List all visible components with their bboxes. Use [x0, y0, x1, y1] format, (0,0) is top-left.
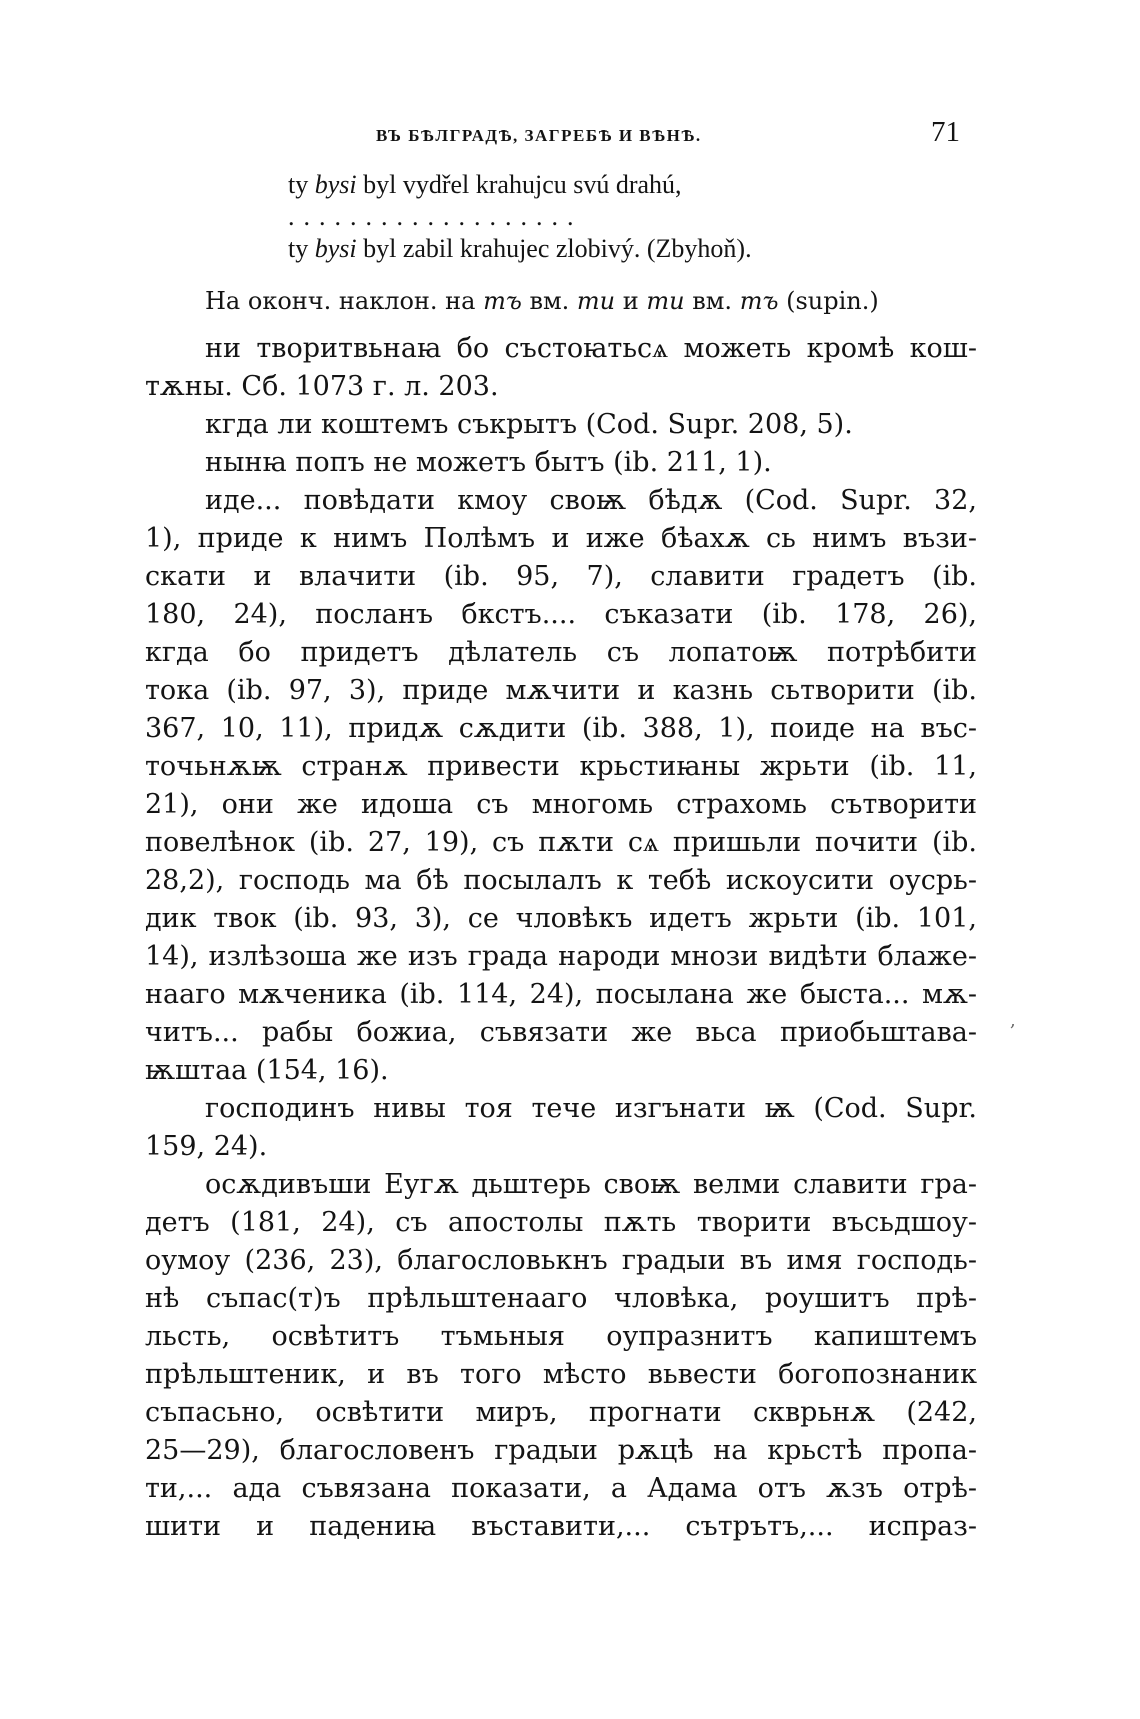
page-header — [200, 118, 960, 158]
infinitive-note: На оконч. наклон. на тъ вм. ти и ти вм. тъ (supin.) — [205, 287, 879, 315]
main-text — [145, 330, 977, 1546]
text-line: 21), они же идоша съ многомь страхомь сътворити — [145, 789, 977, 820]
text-line: 159, 24). — [145, 1131, 268, 1162]
text-line: 25—29), благословенъ градыи рѫцѣ на крьстѣ пропа- — [145, 1435, 977, 1466]
text-line: иде... повѣдати кмоу своѭ бѣдѫ (Cod. Supr. 32, — [205, 485, 977, 516]
text-line: повелѣнок (ib. 27, 19), съ пѫти сѧ пришьли почити (ib. — [145, 827, 977, 858]
text-line: читъ... рабы божиа, съвязати же вьса приобьштава- — [145, 1017, 977, 1048]
text-line: 180, 24), посланъ бкстъ.... съказати (ib. 178, 26), — [145, 599, 977, 630]
text-line: детъ (181, 24), съ апостолы пѫть творити въсьдшоу- — [145, 1207, 977, 1238]
text-line: ти,... ада съвязана показати, а Адама отъ ѫзъ отрѣ- — [145, 1473, 977, 1504]
text-line: тѫны. Сб. 1073 г. л. 203. — [145, 371, 499, 402]
text-line: 367, 10, 11), придѫ сѫдити (ib. 388, 1), поиде на въс- — [145, 713, 977, 744]
text-line: 28,2), господь ма бѣ посылалъ к тебѣ искоусити оусрь- — [145, 865, 977, 896]
text-line: оумоу (236, 23), благословькнъ градыи въ имя господь- — [145, 1245, 977, 1276]
text-line: господинъ нивы тоя тече изгънати ѭ (Cod. Supr. — [205, 1093, 977, 1124]
verse-line-1: ty bysi byl vydřel krahujcu svú drahú, — [288, 170, 682, 199]
text-line: прѣльштеник, и въ того мѣсто вьвести богопознаник — [145, 1359, 977, 1390]
verse-ellipsis: ................... — [288, 202, 583, 231]
text-line: льсть, освѣтитъ тъмьныя оупразнитъ капиштемъ — [145, 1321, 977, 1352]
text-line: точьнѫѭ странѫ привести крьстиꙗны жрьти (ib. 11, — [145, 751, 977, 782]
text-line: нынꙗ попъ не можетъ бытъ (ib. 211, 1). — [205, 447, 772, 478]
page-number: 71 — [931, 116, 960, 148]
text-line: тока (ib. 97, 3), приде мѫчити и казнь сьтворити (ib. — [145, 675, 977, 706]
text-line: кгда ли коштемъ съкрытъ (Cod. Supr. 208, 5). — [205, 409, 853, 440]
text-line: шити и падениꙗ въставити,... сътрътъ,... испраз- — [145, 1511, 977, 1542]
text-line: ѭштаа (154, 16). — [145, 1055, 389, 1086]
text-line: скати и влачити (ib. 95, 7), славити градетъ (ib. — [145, 561, 977, 592]
text-line: кгда бо придетъ дѣлатель съ лопатоѭ потрѣбити — [145, 637, 977, 668]
text-line: 1), приде к нимъ Полѣмъ и иже бѣахѫ сь нимъ възи- — [145, 523, 977, 554]
text-line: осѫдивъши Еугѫ дьштерь своѭ велми славити гра- — [205, 1169, 977, 1200]
text-line: 14), излѣзоша же изъ града народи мнози видѣти блаже- — [145, 941, 977, 972]
text-line: дик твок (ib. 93, 3), се чловѣкъ идетъ жрьти (ib. 101, — [145, 903, 977, 934]
text-line: съпасьно, освѣтити миръ, прогнати скврьнѫ (242, — [145, 1397, 977, 1428]
text-line: нааго мѫченика (ib. 114, 24), посылана же быста... мѫ- — [145, 979, 977, 1010]
verse-line-3: ty bysi byl zabil krahujec zlobivý. (Zbyhoň). — [288, 234, 752, 263]
running-head: ВЪ БѢЛГРАДѢ, ЗАГРЕБѢ И ВѢНѢ. — [376, 126, 702, 145]
text-line: ни творитвьнаꙗ бо състоꙗтьсѧ можеть кромѣ кош- — [205, 333, 977, 364]
stray-mark: , — [1010, 1010, 1016, 1031]
text-line: нѣ съпас(т)ъ прѣльштенааго чловѣка, роушитъ прѣ- — [145, 1283, 977, 1314]
